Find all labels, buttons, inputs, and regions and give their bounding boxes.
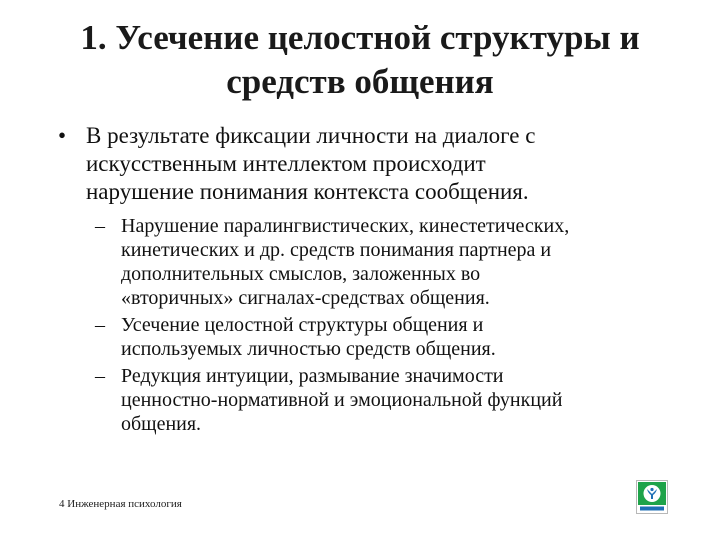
sub-bullet xyxy=(95,313,675,361)
sub-bullet-marker: – xyxy=(95,365,105,387)
slide-body xyxy=(58,122,698,439)
sub-bullet-marker: – xyxy=(95,314,105,336)
university-logo-icon xyxy=(636,480,668,514)
bullet-marker: • xyxy=(58,123,67,148)
sub-bullet-line: дополнительных смыслов, заложенных во xyxy=(121,263,481,285)
sub-bullet-line: Усечение целостной структуры общения и xyxy=(121,314,484,336)
slide-footer: 4 Инженерная психология xyxy=(59,498,182,510)
logo-white-circle xyxy=(644,485,661,502)
logo-caption-band xyxy=(640,507,664,511)
logo-figure-head xyxy=(650,488,653,491)
sub-bullet-line: общения. xyxy=(121,413,202,435)
sub-bullet-line: кинетических и др. средств понимания партнера и xyxy=(121,239,552,261)
slide-title-line: средств общения xyxy=(226,62,494,101)
sub-bullet xyxy=(95,214,675,310)
sub-bullet-line: Нарушение паралингвистических, кинестетических, xyxy=(121,215,570,237)
bullet-text-line: В результате фиксации личности на диалоге с xyxy=(86,123,536,148)
logo-graphic xyxy=(637,481,667,513)
sub-bullet-line: «вторичных» сигналах-средствах общения. xyxy=(121,287,490,309)
sub-bullet xyxy=(95,364,675,436)
sub-bullet-line: Редукция интуиции, размывание значимости xyxy=(121,365,504,387)
sub-bullet-list xyxy=(95,214,675,436)
sub-bullet-marker: – xyxy=(95,215,105,237)
sub-bullet-line: используемых личностью средств общения. xyxy=(121,338,496,360)
bullet-text-line: искусственным интеллектом происходит xyxy=(86,151,486,176)
main-bullet xyxy=(58,122,698,206)
slide-title-line: 1. Усечение целостной структуры и xyxy=(80,18,640,57)
sub-bullet-line: ценностно-нормативной и эмоциональной функций xyxy=(121,389,563,411)
slide-title xyxy=(40,16,680,104)
bullet-text-line: нарушение понимания контекста сообщения. xyxy=(86,179,529,204)
